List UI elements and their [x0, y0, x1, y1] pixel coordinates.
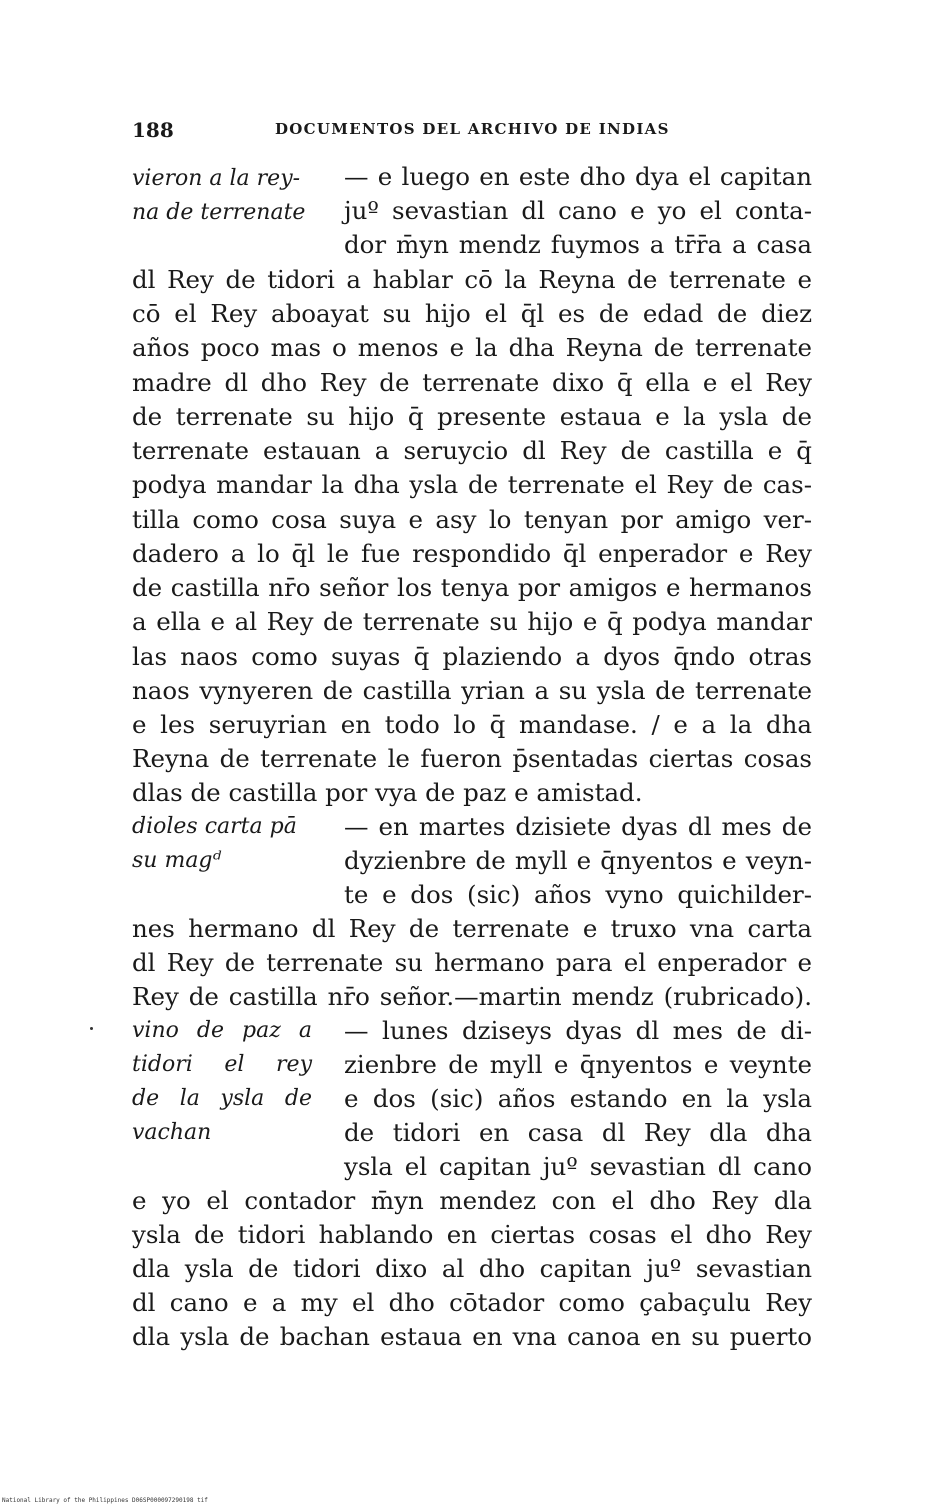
text-line: dadero a lo q̄l le fue respondido q̄l enperador e Rey: [132, 539, 812, 568]
marginal-note: de la ysla de: [132, 1086, 312, 1111]
marginal-note: vieron a la rey-: [132, 166, 301, 191]
text-line: Rey de castilla nr̄o señor.—martin mendz (rubricado).: [132, 982, 812, 1011]
text-line: e yo el contador m̄yn mendez con el dho Rey dla: [132, 1186, 812, 1215]
running-title: DOCUMENTOS DEL ARCHIVO DE INDIAS: [275, 120, 670, 138]
text-line: te e dos (sic) años vyno quichilder-: [344, 880, 812, 909]
text-line: dl cano e a my el dho cōtador como çabaçulu Rey: [132, 1288, 812, 1317]
text-line: de tidori en casa dl Rey dla dha: [344, 1118, 812, 1147]
text-line: a ella e al Rey de terrenate su hijo e q̄ podya mandar: [132, 607, 812, 636]
text-line: de castilla nr̄o señor los tenya por amigos e hermanos: [132, 573, 812, 602]
text-line: nes hermano dl Rey de terrenate e truxo vna carta: [132, 914, 812, 943]
text-line: dla ysla de bachan estaua en vna canoa en su puerto: [132, 1322, 812, 1351]
text-line: cō el Rey aboayat su hijo el q̄l es de edad de diez: [132, 299, 812, 328]
text-line: — e luego en este dho dya el capitan: [344, 162, 812, 191]
text-line: zienbre de myll e q̄nyentos e veynte: [344, 1050, 812, 1079]
text-line: dlas de castilla por vya de paz e amistad.: [132, 778, 643, 807]
marginal-note: vino de paz a: [132, 1018, 312, 1043]
text-line: dla ysla de tidori dixo al dho capitan juº sevastian: [132, 1254, 812, 1283]
text-line: terrenate estauan a seruycio dl Rey de castilla e q̄: [132, 436, 812, 465]
scan-footer: National Library of the Philippines D06SP000097290198 tif: [2, 1497, 208, 1504]
text-line: e dos (sic) años estando en la ysla: [344, 1084, 812, 1113]
marginal-note: tidori el rey: [132, 1052, 312, 1077]
text-line: ysla el capitan juº sevastian dl cano: [344, 1152, 812, 1181]
text-line: dor m̄yn mendz fuymos a tr̄r̄a a casa: [344, 230, 812, 259]
text-line: dyzienbre de myll e q̄nyentos e veyn-: [344, 846, 812, 875]
text-line: e les seruyrian en todo lo q̄ mandase. / e a la dha: [132, 710, 812, 739]
text-line: años poco mas o menos e la dha Reyna de terrenate: [132, 333, 812, 362]
text-line: madre dl dho Rey de terrenate dixo q̄ ella e el Rey: [132, 368, 812, 397]
marginal-note: na de terrenate: [132, 200, 306, 225]
text-line: ysla de tidori hablando en ciertas cosas el dho Rey: [132, 1220, 812, 1249]
marginal-note: dioles carta pā: [132, 814, 297, 839]
text-line: — lunes dziseys dyas dl mes de di-: [344, 1016, 812, 1045]
stray-mark: [90, 1027, 93, 1030]
page-header: [132, 118, 812, 144]
text-line: — en martes dzisiete dyas dl mes de: [344, 812, 812, 841]
text-line: juº sevastian dl cano e yo el conta-: [344, 196, 812, 225]
marginal-note: su magᵈ: [132, 848, 222, 873]
text-line: tilla como cosa suya e asy lo tenyan por amigo ver-: [132, 505, 812, 534]
text-line: dl Rey de terrenate su hermano para el enperador e: [132, 948, 812, 977]
marginal-note: vachan: [132, 1120, 212, 1145]
text-line: naos vynyeren de castilla yrian a su ysla de terrenate: [132, 676, 812, 705]
text-line: podya mandar la dha ysla de terrenate el Rey de cas-: [132, 470, 812, 499]
text-line: Reyna de terrenate le fueron p̄sentadas ciertas cosas: [132, 744, 812, 773]
text-line: dl Rey de tidori a hablar cō la Reyna de terrenate e: [132, 265, 812, 294]
text-line: de terrenate su hijo q̄ presente estaua e la ysla de: [132, 402, 812, 431]
page-number: 188: [132, 118, 174, 142]
text-line: las naos como suyas q̄ plaziendo a dyos q̄ndo otras: [132, 642, 812, 671]
